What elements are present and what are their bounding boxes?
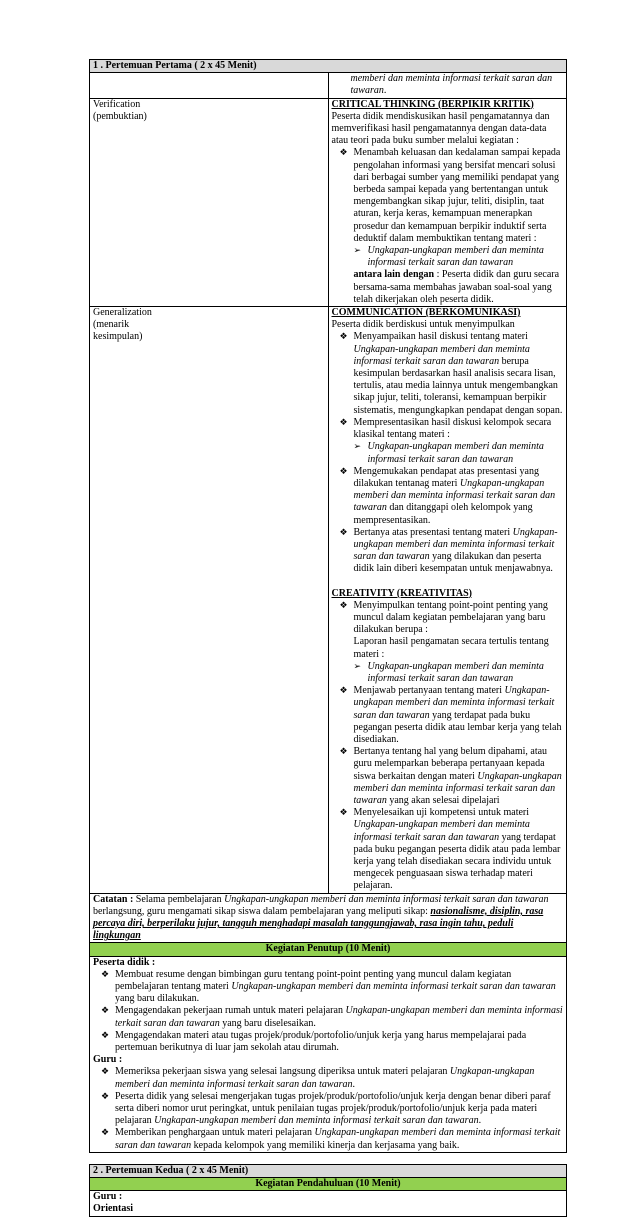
stage-sublabel: kesimpulan) — [93, 331, 143, 343]
communication-heading: COMMUNICATION (BERKOMUNIKASI) — [331, 307, 521, 319]
communication-bullet: ❖ Mengemukakan pendapat atas presentasi yang dilakukan tentanag materi Ungkapan-ungkapan memberi dan meminta informasi terkait saran dan tawaran dan ditanggapi oleh kelompok yang mempresentasikan. — [354, 466, 564, 527]
closing-student-item: ❖ Mengagendakan materi atau tugas projek/produk/portofolio/unjuk kerja yang harus mempelajarai pada pertemuan berikutnya di luar jam sekolah atau dirumah. — [115, 1030, 563, 1054]
meeting2-title: 2 . Pertemuan Kedua ( 2 x 45 Menit) — [90, 1164, 567, 1177]
creativity-topic: ➢ Ungkapan-ungkapan memberi dan meminta informasi terkait saran dan tawaran — [332, 661, 564, 685]
closing-student-item: ❖ Mengagendakan pekerjaan rumah untuk materi pelajaran Ungkapan-ungkapan memberi dan meminta informasi terkait saran dan tawaran yang baru diselesaikan. — [115, 1005, 563, 1029]
verification-bullet: ❖ Menambah keluasan dan kedalaman sampai kepada pengolahan informasi yang bersifat mencari solusi dari berbagai sumber yang memiliki pendapat yang berbeda sampai kepada yang bertentangan untuk mengembangkan sikap jujur, teliti, disiplin, taat aturan, kerja keras, kemampuan menerapkan prosedur dan kemampuan berpikir induktif serta deduktif dalam membuktikan tentang materi : — [354, 147, 564, 245]
verification-intro: Peserta didik mendiskusikan hasil pengamatannya dan memverifikasi hasil pengamatannya dengan data-data atau teori pada buku sumber melalui kegiatan : — [331, 110, 550, 147]
orientation-label: Orientasi — [93, 1203, 133, 1215]
closing-teacher-item: ❖ Memberikan penghargaan untuk materi pelajaran Ungkapan-ungkapan memberi dan meminta informasi terkait saran dan tawaran kepada kelompok yang memiliki kinerja dan kerjasama yang baik. — [115, 1127, 563, 1151]
stage-verification — [90, 98, 329, 306]
communication-bullet: ❖ Menyampaikan hasil diskusi tentang materi Ungkapan-ungkapan memberi dan meminta informasi terkait saran dan tawaran berupa kesimpulan berdasarkan hasil analisis secara lisan, tertulis, atau media lainnya untuk mengembangkan sikap jujur, teliti, toleransi, kemampuan berpikir sistematis, mengungkapkan pendapat dengan sopan. — [354, 331, 564, 416]
generalization-content — [328, 307, 567, 894]
critical-thinking-heading: CRITICAL THINKING (BERPIKIR KRITIK) — [331, 98, 534, 110]
continued-line: memberi dan meminta informasi terkait saran dan tawaran. — [328, 73, 567, 98]
creativity-bullet: ❖ Menjawab pertanyaan tentang materi Ungkapan-ungkapan memberi dan meminta informasi terkait saran dan tawaran yang terdapat pada buku pegangan peserta didik atau lembar kerja yang telah disediakan. — [354, 685, 564, 746]
verification-among: antara lain dengan : Peserta didik dan guru secara bersama-sama membahas jawaban soal-soal yang telah dikerjakan oleh peserta didik. — [353, 269, 560, 305]
students-label: Peserta didik : — [93, 956, 156, 968]
stage-generalization — [90, 307, 329, 894]
opening-content — [90, 1191, 567, 1216]
generalization-intro: Peserta didik berdiskusi untuk menyimpulkan — [331, 319, 515, 331]
empty-stage-cell — [90, 73, 329, 98]
stage-label: Generalization — [93, 307, 152, 319]
creativity-bullet: ❖ Menyelesaikan uji kompetensi untuk materi Ungkapan-ungkapan memberi dan meminta informasi terkait saran dan tawaran yang terdapat pada buku pegangan peserta didik atau pada lembar kerja yang telah disediakan secara individu untuk mengecek penguasaan siswa terhadap materi pelajaran. — [354, 807, 564, 892]
closing-student-item: ❖ Membuat resume dengan bimbingan guru tentang point-point penting yang muncul dalam kegiatan pembelajaran tentang materi Ungkapan-ungkapan memberi dan meminta informasi terkait saran dan tawaran yang baru dilakukan. — [115, 969, 563, 1006]
creativity-heading: CREATIVITY (KREATIVITAS) — [331, 587, 472, 599]
meeting1-title: 1 . Pertemuan Pertama ( 2 x 45 Menit) — [90, 60, 567, 73]
meeting1-table — [89, 59, 567, 1153]
verification-content — [328, 98, 567, 306]
attitude-note: Catatan : Selama pembelajaran Ungkapan-ungkapan memberi dan meminta informasi terkait saran dan tawaran berlangsung, guru mengamati sikap siswa dalam pembelajaran yang meliputi sikap: nasionalisme, disiplin, rasa percaya diri, berperilaku jujur, tangguh menghadapi masalah tanggungjawab, rasa ingin tahu, peduli lingkungan — [90, 893, 567, 943]
verification-topic: ➢ Ungkapan-ungkapan memberi dan meminta informasi terkait saran dan tawaran — [332, 245, 564, 269]
communication-bullet: ❖ Mempresentasikan hasil diskusi kelompok secara klasikal tentang materi : — [354, 417, 564, 441]
teacher-label: Guru : — [93, 1054, 123, 1066]
closing-band: Kegiatan Penutup (10 Menit) — [90, 943, 567, 956]
communication-bullet: ❖ Bertanya atas presentasi tentang materi Ungkapan-ungkapan memberi dan meminta informasi terkait saran dan tawaran yang dilakukan dan peserta didik lain diberi kesempatan untuk menjawabnya. — [354, 527, 564, 576]
opening-band: Kegiatan Pendahuluan (10 Menit) — [90, 1178, 567, 1191]
communication-topic: ➢ Ungkapan-ungkapan memberi dan meminta informasi terkait saran dan tawaran — [332, 441, 564, 465]
creativity-bullet: ❖ Menyimpulkan tentang point-point penting yang muncul dalam kegiatan pembelajaran yang baru dilakukan berupa : Laporan hasil pengamatan secara tertulis tentang materi : — [354, 600, 564, 661]
stage-sublabel: (menarik — [93, 319, 130, 331]
creativity-bullet: ❖ Bertanya tentang hal yang belum dipahami, atau guru melemparkan beberapa pertanyaan kepada siswa berkaitan dengan materi Ungkapan-ungkapan memberi dan meminta informasi terkait saran dan tawaran yang akan selesai dipelajari — [354, 746, 564, 807]
closing-teacher-item: ❖ Peserta didik yang selesai mengerjakan tugas projek/produk/portofolio/unjuk kerja dengan benar diberi paraf serta diberi nomor urut peringkat, untuk penilaian tugas projek/produk/portofolio/unjuk kerja pada materi pelajaran Ungkapan-ungkapan memberi dan meminta informasi terkait saran dan tawaran. — [115, 1091, 563, 1128]
closing-content — [90, 956, 567, 1152]
closing-teacher-item: ❖ Memeriksa pekerjaan siswa yang selesai langsung diperiksa untuk materi pelajaran Ungkapan-ungkapan memberi dan meminta informasi terkait saran dan tawaran. — [115, 1066, 563, 1090]
lesson-plan-page — [89, 59, 567, 1217]
teacher-label: Guru : — [93, 1191, 123, 1203]
stage-label: Verification — [93, 98, 141, 110]
meeting2-table — [89, 1164, 567, 1217]
stage-sublabel: (pembuktian) — [93, 110, 147, 122]
